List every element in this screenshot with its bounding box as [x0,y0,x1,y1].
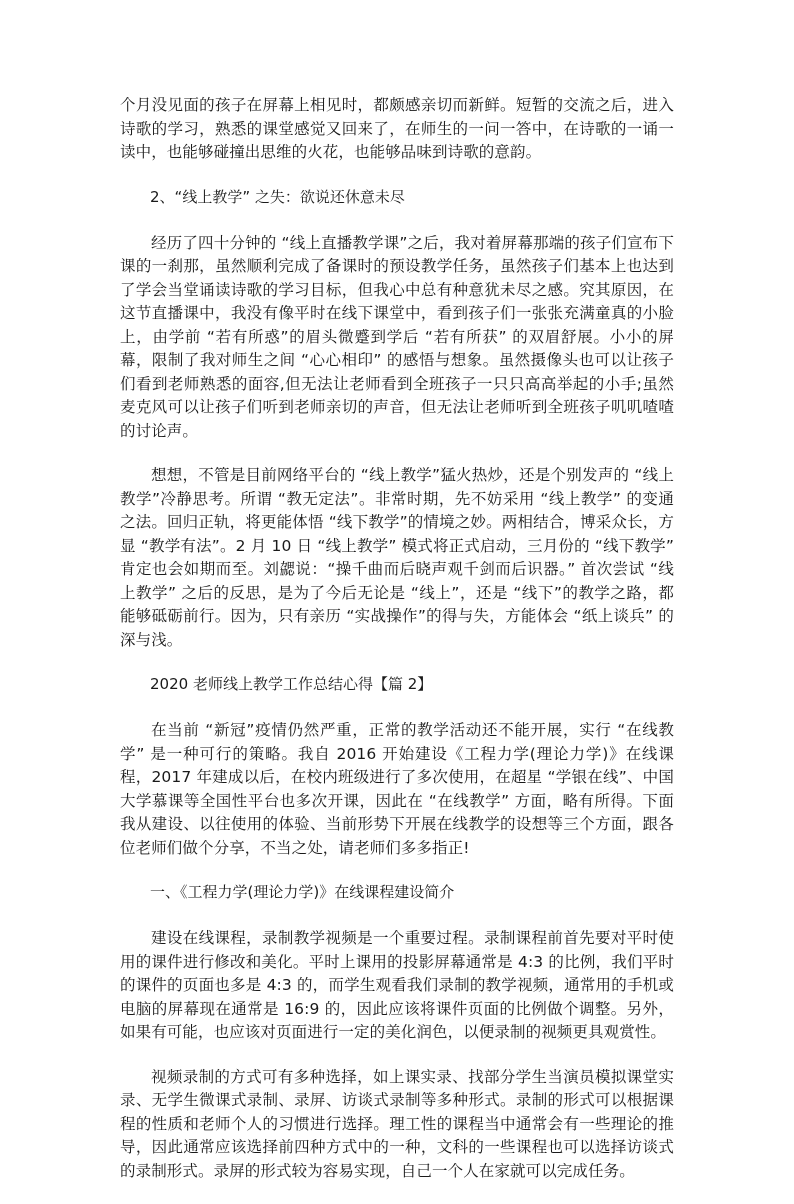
paragraph-reflection: 经历了四十分钟的 “线上直播教学课”之后，我对着屏幕那端的孩子们宣布下课的一刹那，虽然顺利完成了备课时的预设教学任务，虽然孩子们基本上也达到了学会当堂诵读诗歌的学习目标，但我心中总有种意犹未尽之感。究其原因，在这节直播课中，我没有像平时在线下课堂中，看到孩子们一张张充满童真的小脸上，由学前 “若有所惑”的眉头微蹙到学后 “若有所获” 的双眉舒展。小小的屏幕，限制了我对师生之间 “心心相印” 的感悟与想象。虽然摄像头也可以让孩子们看到老师熟悉的面容,但无法让老师看到全班孩子一只只高高举起的小手;虽然麦克风可以让孩子们听到老师亲切的声音，但无法让老师听到全班孩子叽叽喳喳的讨论声。 [120,233,674,440]
section-heading-online-teaching-loss: 2、“线上教学” 之失：欲说还休意未尽 [150,187,405,206]
paragraph-thoughts: 想想，不管是目前网络平台的 “线上教学”猛火热炒，还是个别发声的 “线上教学”冷静思考。所谓 “教无定法”。非常时期，先不妨采用 “线上教学” 的变通之法。回归正轨，将更能体悟 “线下教学”的情境之妙。两相结合，博采众长，方显 “教学有法”。2 月 10 日 “线上教学” 模式将正式启动，三月份的 “线下教学” 肯定也会如期而至。刘勰说：“操千曲而后晓声观千剑而后识器。” 首次尝试 “线上教学” 之后的反思，是为了今后无论是 “线上”，还是 “线下”的教学之路，都能够砥砺前行。因为，只有亲历 “实战操作”的得与失，方能体会 “纸上谈兵” 的深与浅。 [120,466,674,649]
paragraph-continued: 个月没见面的孩子在屏幕上相见时，都颇感亲切而新鲜。短暂的交流之后，进入诗歌的学习，熟悉的课堂感觉又回来了，在师生的一问一答中，在诗歌的一诵一读中，也能够碰撞出思维的火花，也能够品味到诗歌的意韵。 [120,96,674,161]
article-heading-part2: 2020 老师线上教学工作总结心得【篇 2】 [150,675,433,693]
document-page [120,94,674,1204]
paragraph-intro-online-teaching: 在当前 “新冠”疫情仍然严重，正常的教学活动还不能开展，实行 “在线教学” 是一种可行的策略。我自 2016 开始建设《工程力学(理论力学)》在线课程，2017 年建成以后，在校内班级进行了多次使用，在超星 “学银在线”、中国大学慕课等全国性平台也多次开课，因此在 “在线教学” 方面，略有所得。下面我从建设、以往使用的体验、当前形势下开展在线教学的设想等三个方面，跟各位老师们做个分享，不当之处，请老师们多多指正! [120,721,674,857]
section-heading-course-construction: 一、《工程力学(理论力学)》在线课程建设简介 [150,883,455,901]
paragraph-video-recording: 视频录制的方式可有多种选择，如上课实录、找部分学生当演员模拟课堂实录、无学生微课式录制、录屏、访谈式录制等多种形式。录制的形式可以根据课程的性质和老师个人的习惯进行选择。理工性的课程当中通常会有一些理论的推导，因此通常应该选择前四种方式中的一种，文科的一些课程也可以选择访谈式的录制形式。录屏的形式较为容易实现，自己一个人在家就可以完成任务。 [120,1067,674,1180]
paragraph-courseware: 建设在线课程，录制教学视频是一个重要过程。录制课程前首先要对平时使用的课件进行修改和美化。平时上课用的投影屏幕通常是 4:3 的比例，我们平时的课件的页面也多是 4:3 的，而学生观看我们录制的教学视频，通常用的手机或电脑的屏幕现在通常是 16:9 的，因此应该将课件页面的比例做个调整。另外，如果有可能，也应该对页面进行一定的美化润色，以便录制的视频更具观赏性。 [120,929,674,1041]
